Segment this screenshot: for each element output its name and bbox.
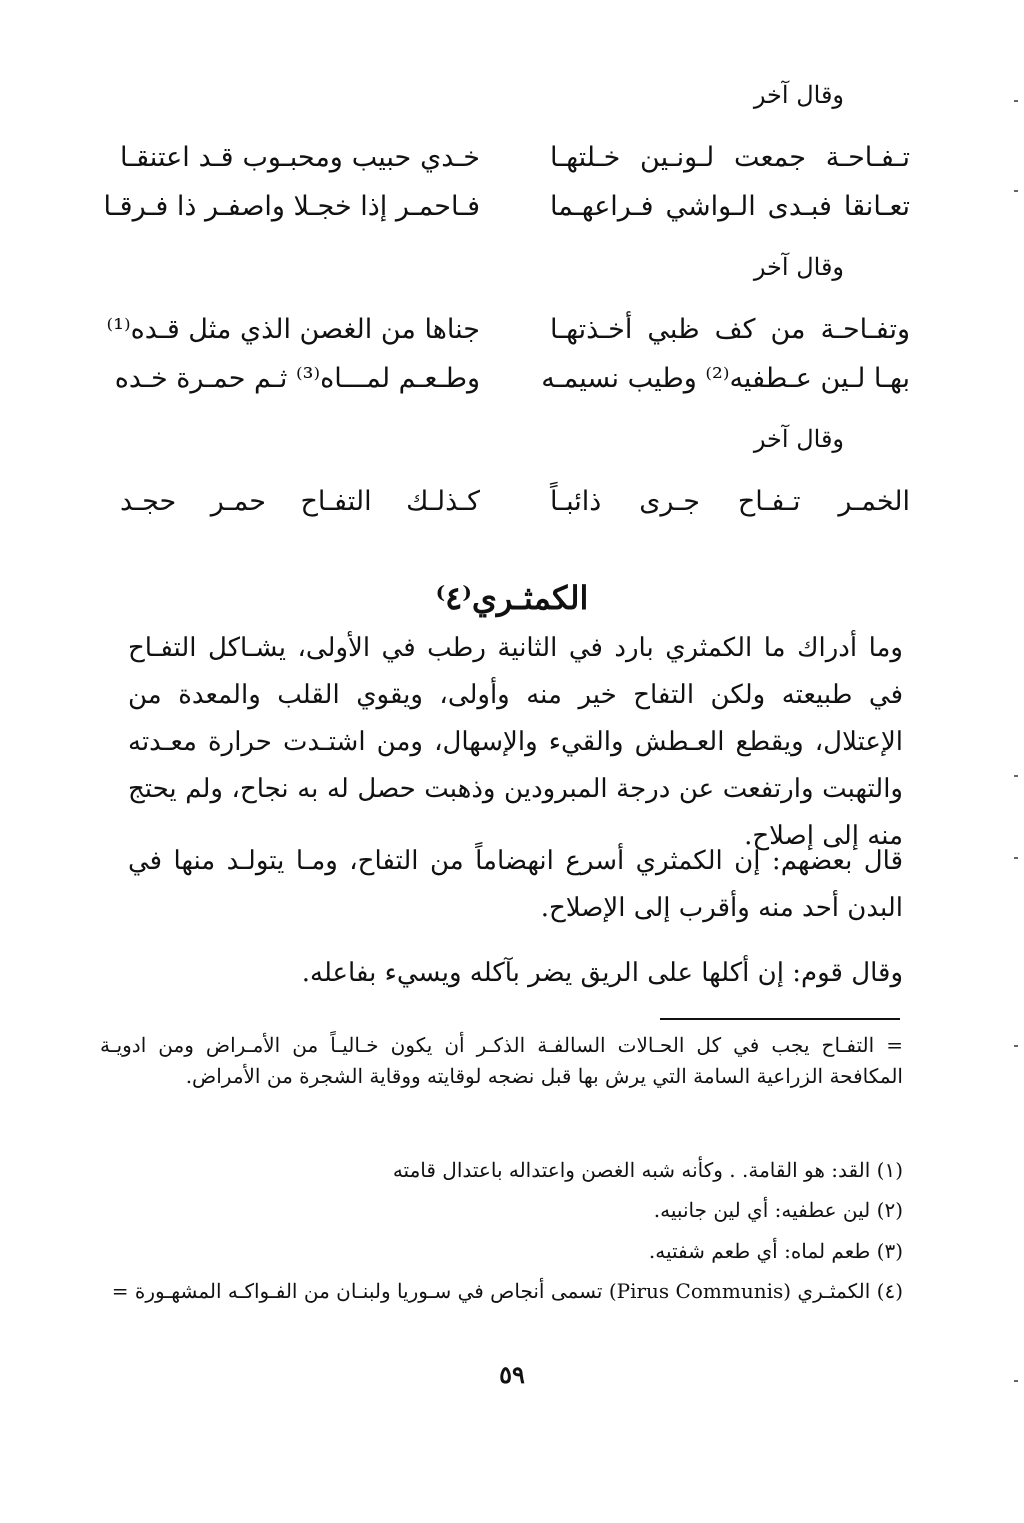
poem-intro: وقال آخر — [753, 425, 844, 453]
section-title: الكمثـري⁽٤⁾ — [435, 579, 589, 617]
verse-line — [114, 357, 910, 401]
verse-first-hemistich: الخمـر تـفـاح جـرى ذائبـاً — [550, 486, 910, 517]
poem-intro: وقال آخر — [753, 253, 844, 281]
scan-edge-mark — [1014, 857, 1018, 859]
verse-second-hemistich: كـذلـك التفـاح حمـر حجـد — [120, 486, 480, 517]
verse-line — [106, 308, 910, 352]
scan-edge-mark — [1014, 190, 1018, 192]
footnote: (٤) الكمثـري (Pirus Communis) تسمى أنجاص في سـوريا ولبنـان من الفـواكـه المشهـورة = — [111, 1279, 903, 1303]
page-number: ٥٩ — [499, 1360, 525, 1389]
footnote-separator — [660, 1018, 900, 1020]
scan-edge-mark — [1014, 775, 1018, 777]
verse-first-hemistich: بهـا لـين عـطفيه⁽²⁾ وطيب نسيمـه — [541, 363, 910, 394]
scan-edge-mark — [1014, 100, 1018, 102]
body-paragraph: وقال قوم: إن أكلها على الريق يضر بآكله ويسيء بفاعله. — [301, 958, 903, 988]
verse-first-hemistich: وتفـاحـة من كف ظبي أخـذتهـا — [550, 314, 910, 345]
footnote-continuation: = التفـاح يجب في كل الحـالات السالفـة الذكـر أن يكون خـاليـاً من الأمـراض ومن ادويـة المكافحة الزراعية السامة التي يرش بها قبل نضجه لوقايته ووقاية الشجرة من الأمراض. — [100, 1033, 903, 1088]
footnote: (٣) طعم لماه: أي طعم شفتيه. — [648, 1239, 903, 1263]
scan-edge-mark — [1014, 1045, 1018, 1047]
verse-second-hemistich: خـدي حبيب ومحبـوب قـد اعتنقـا — [120, 142, 480, 173]
footnote: (١) القد: هو القامة. . وكأنه شبه الغصن واعتداله باعتدال قامته — [392, 1158, 903, 1182]
body-paragraph: وما أدراك ما الكمثري بارد في الثانية رطب في الأولى، يشـاكل التفـاح في طبيعته ولكن التفاح خير منه وأولى، ويقوي القلب والمعدة من الإعتلال، ويقطع العـطش والقيء والإسهال، ومن اشتـدت حرارة معـدته والتهبت وارتفعت عن درجة المبرودين وذهبت حصل له به نجاح، ولم يحتج منه إلى إصلاح. — [128, 633, 903, 851]
footnote: (٢) لين عطفيه: أي لين جانبيه. — [653, 1198, 903, 1222]
verse-line — [103, 185, 910, 229]
verse-second-hemistich: وطـعـم لمـــاه⁽³⁾ ثـم حمـرة خـده — [114, 363, 480, 394]
poem-intro: وقال آخر — [753, 81, 844, 109]
scan-edge-mark — [1014, 1380, 1018, 1382]
verse-second-hemistich: جناها من الغصن الذي مثل قـده⁽¹⁾ — [106, 314, 480, 345]
body-paragraph: قال بعضهم: إن الكمثري أسرع انهضاماً من التفاح، ومـا يتولـد منها في البدن أحد منه وأقرب إلى الإصلاح. — [128, 846, 903, 923]
verse-line — [120, 136, 910, 180]
verse-line — [120, 480, 910, 524]
verse-second-hemistich: فـاحمـر إذا خجـلا واصفـر ذا فـرقـا — [103, 191, 480, 222]
verse-first-hemistich: تـفـاحـة جمعت لـونـين خـلتهـا — [550, 142, 910, 173]
verse-first-hemistich: تعـانقا فبـدى الـواشي فـراعهـما — [550, 191, 910, 222]
